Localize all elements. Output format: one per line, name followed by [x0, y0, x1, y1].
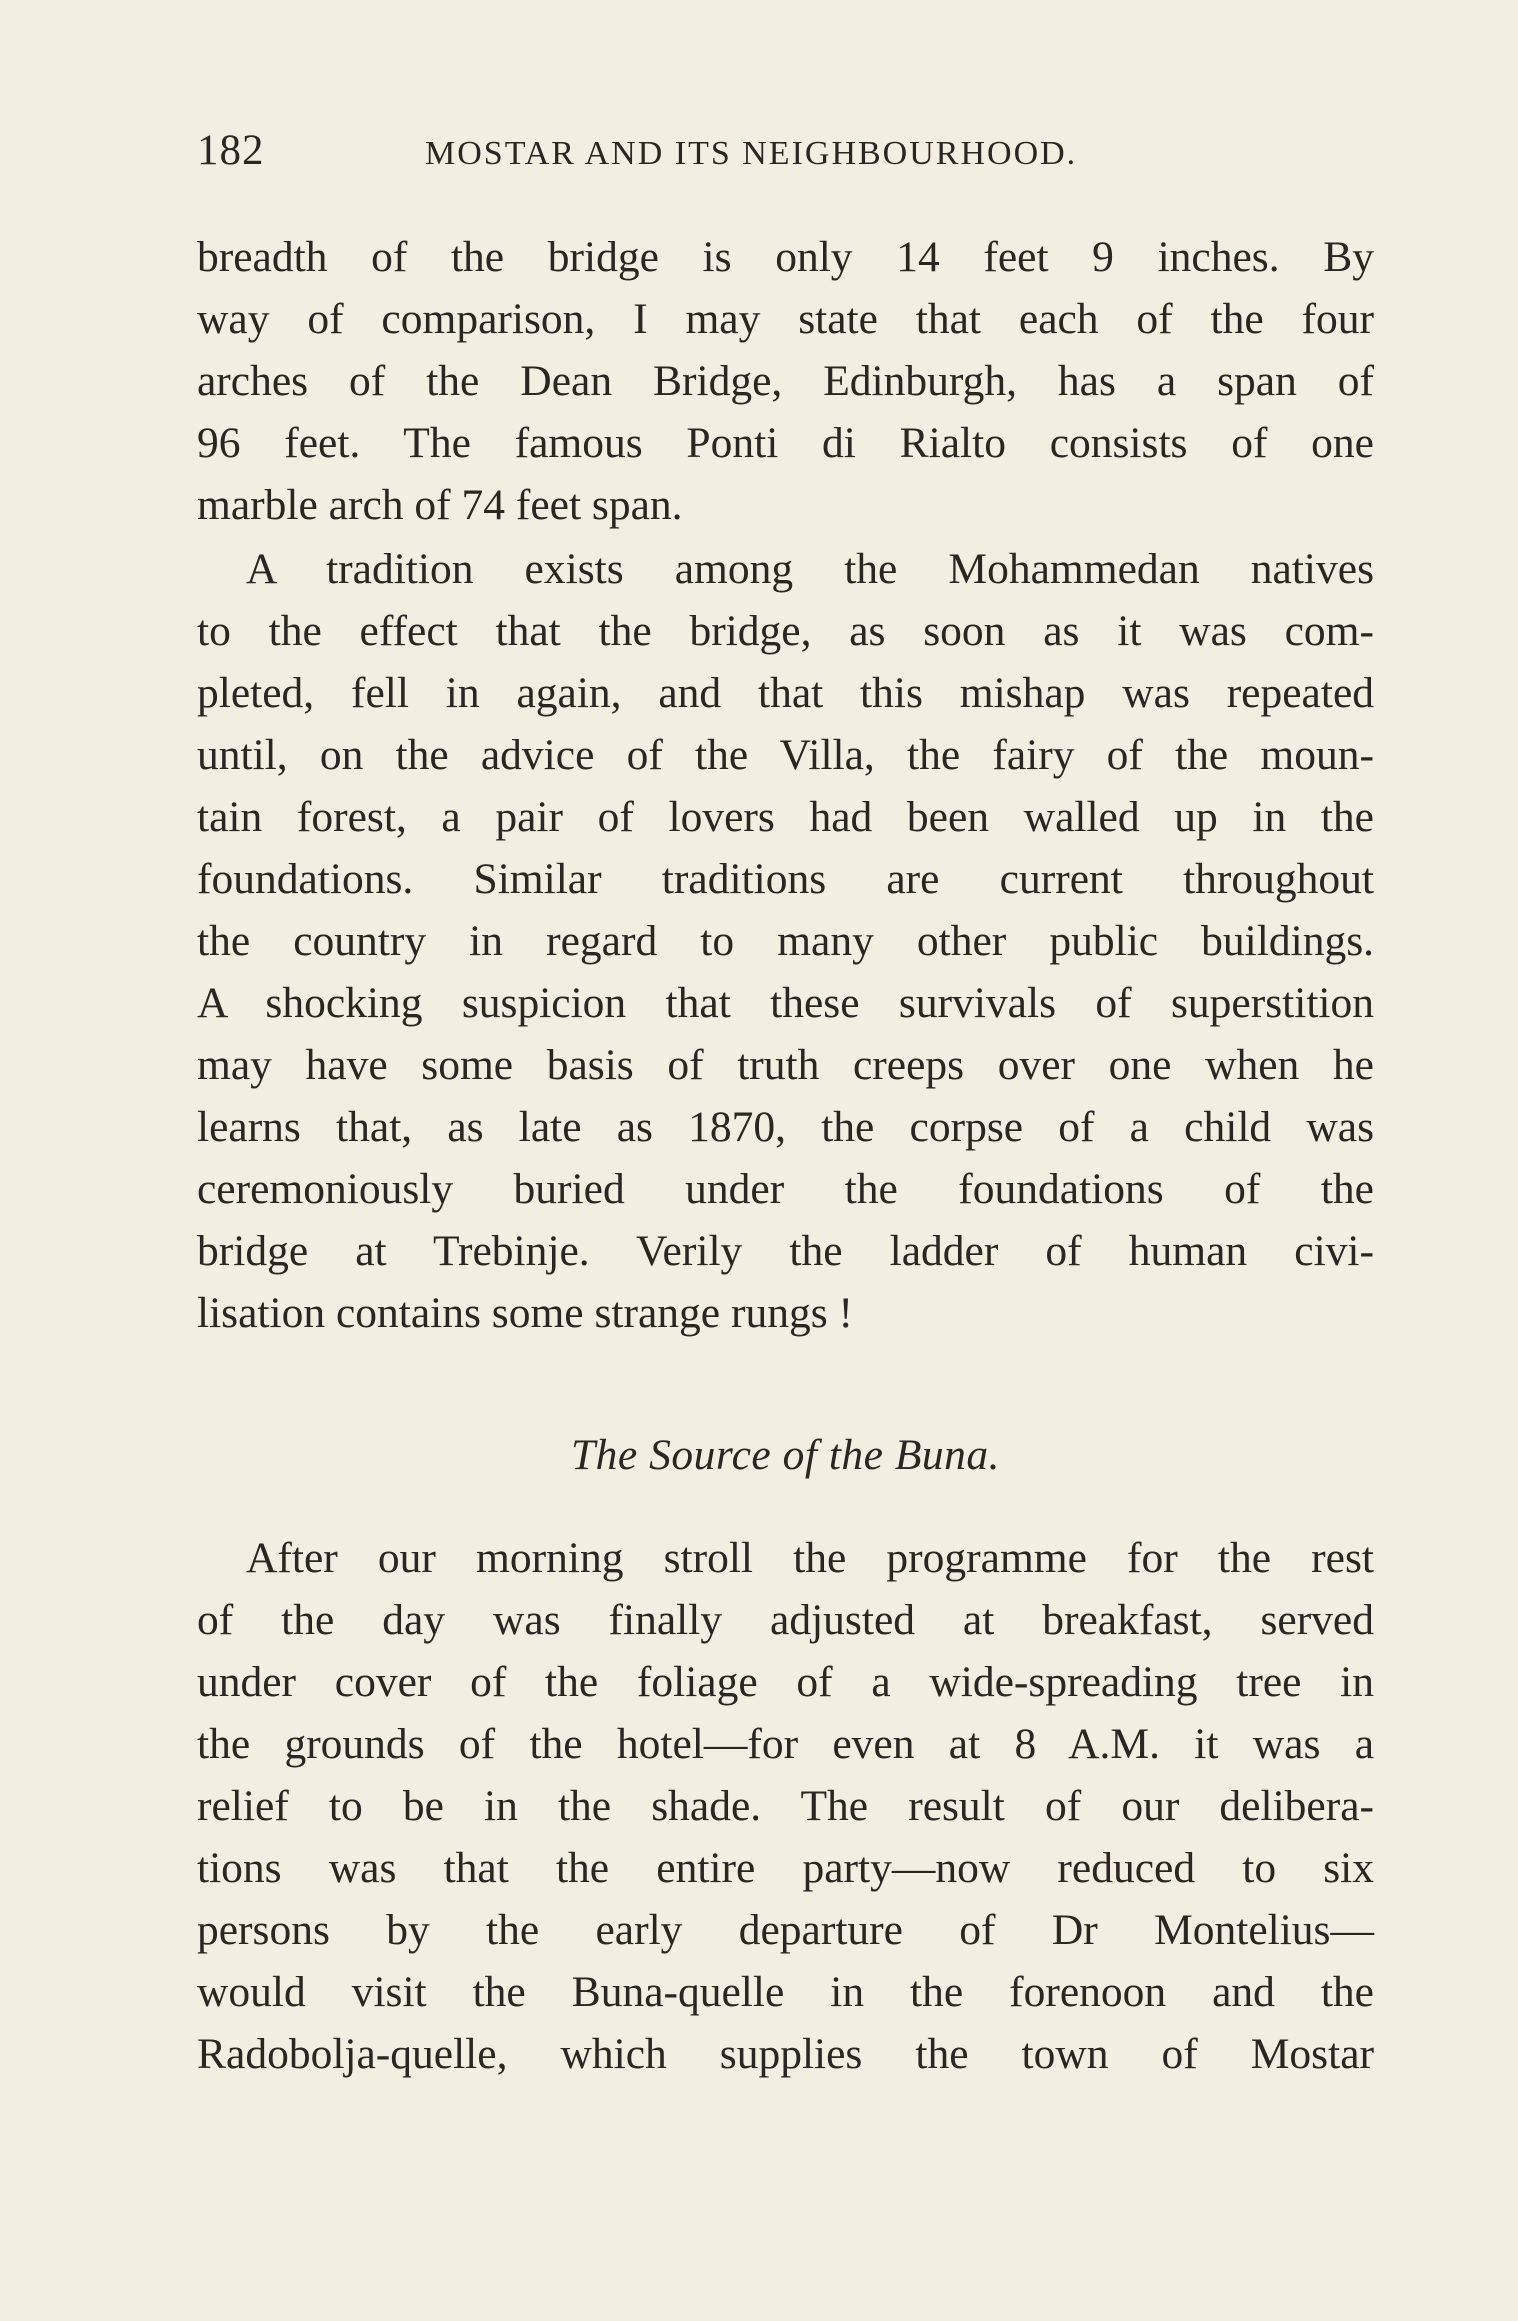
text-line: of the day was finally adjusted at breakfast, served [197, 1596, 1374, 1644]
text-line: relief to be in the shade. The result of our delibera- [197, 1782, 1374, 1830]
text-line: After our morning stroll the programme for the rest [246, 1534, 1374, 1582]
text-line: Radobolja-quelle, which supplies the town of Mostar [197, 2030, 1374, 2078]
text-line: tain forest, a pair of lovers had been walled up in the [197, 793, 1374, 841]
running-head [197, 126, 1375, 186]
text-line: would visit the Buna-quelle in the forenoon and the [197, 1968, 1374, 2016]
text-line: tions was that the entire party—now reduced to six [197, 1844, 1374, 1892]
text-line: marble arch of 74 feet span. [197, 481, 683, 529]
text-line: until, on the advice of the Villa, the fairy of the moun- [197, 731, 1374, 779]
text-line: the grounds of the hotel—for even at 8 A.M. it was a [197, 1720, 1374, 1768]
page-number: 182 [197, 127, 265, 174]
text-line: persons by the early departure of Dr Montelius— [197, 1906, 1374, 1954]
text-line: the country in regard to many other public buildings. [197, 917, 1374, 965]
paragraph-tradition [197, 538, 1374, 1344]
text-line: A tradition exists among the Mohammedan natives [246, 545, 1374, 593]
text-line: learns that, as late as 1870, the corpse of a child was [197, 1103, 1374, 1151]
section-heading: The Source of the Buna. [570, 1431, 1001, 1479]
text-line: pleted, fell in again, and that this mishap was repeated [197, 669, 1374, 717]
text-line: ceremoniously buried under the foundations of the [197, 1165, 1374, 1213]
paragraph-bridge-dimensions [197, 226, 1374, 536]
text-line: to the effect that the bridge, as soon as it was com- [197, 607, 1374, 655]
text-line: bridge at Trebinje. Verily the ladder of human civi- [197, 1227, 1374, 1275]
text-line: breadth of the bridge is only 14 feet 9 inches. By [197, 233, 1374, 281]
text-line: 96 feet. The famous Ponti di Rialto consists of one [197, 419, 1374, 467]
text-line: foundations. Similar traditions are current throughout [197, 855, 1374, 903]
text-line: may have some basis of truth creeps over one when he [197, 1041, 1374, 1089]
text-line: way of comparison, I may state that each of the four [197, 295, 1374, 343]
text-line: under cover of the foliage of a wide-spreading tree in [197, 1658, 1374, 1706]
running-title: MOSTAR AND ITS NEIGHBOURHOOD. [425, 135, 1078, 172]
text-line: A shocking suspicion that these survivals of superstition [197, 979, 1374, 1027]
text-line: lisation contains some strange rungs ! [197, 1289, 854, 1337]
paragraph-source-of-buna [197, 1527, 1374, 2085]
text-line: arches of the Dean Bridge, Edinburgh, has a span of [197, 357, 1374, 405]
